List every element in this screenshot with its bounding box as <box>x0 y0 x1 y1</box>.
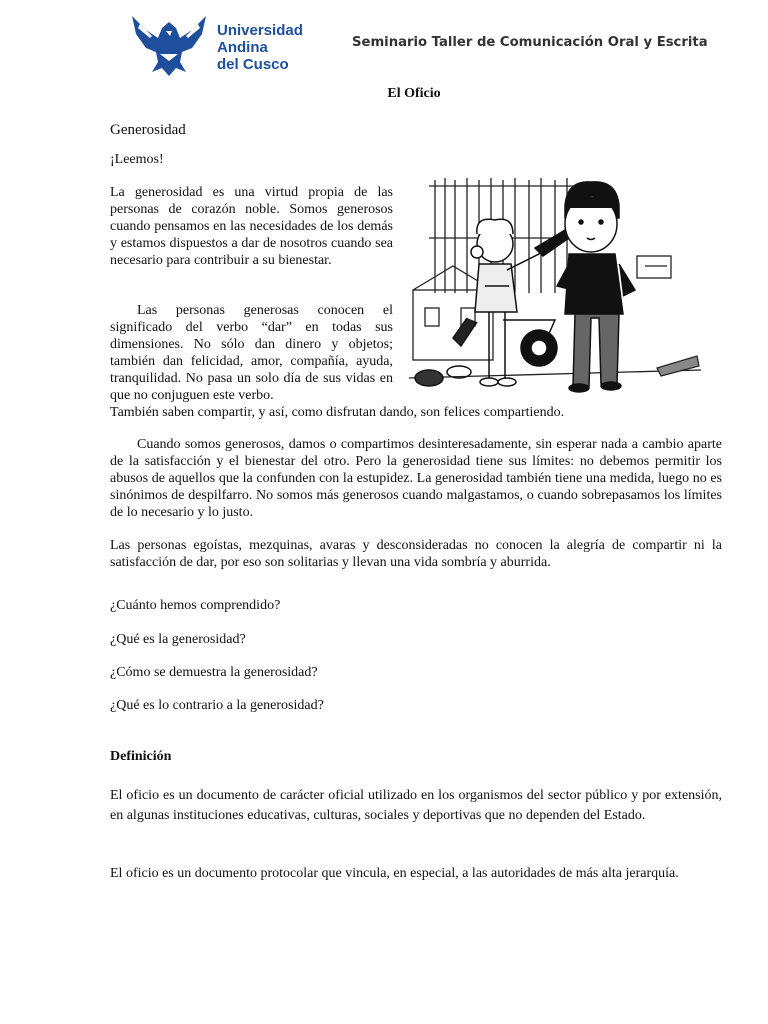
definition-paragraph-2: El oficio es un documento protocolar que vincula, en especial, a las autoridades de más alta jerarquía. <box>110 866 679 881</box>
paragraph-generosidad-2: Las personas generosas conocen el significado del verbo “dar” en todas sus dimensiones. No sólo dan dinero y objetos; también dan felicidad, amor, compañía, ayuda, tranquilidad. No pasa un solo día de sus vidas en que no conjuguen este verbo. <box>110 303 393 403</box>
university-line-1: Universidad <box>217 22 303 39</box>
paragraph-generosidad-2-tail: También saben compartir, y así, como disfrutan dando, son felices compartiendo. <box>110 405 565 420</box>
university-name <box>217 22 327 73</box>
paragraph-generosidad-3: Cuando somos generosos, damos o compartimos desinteresadamente, sin esperar nada a cambio aparte de la satisfacción y el bienestar del otro. Pero la generosidad tiene sus límites: no debemos permitir los abusos de aquellos que la confunden con la estupidez. La generosidad también tiene una medida, luego no es sinónimos de despilfarro. No somos más generosos cuando malgastamos, o cuando sobrepasamos los límites de lo necesario y lo justo. <box>110 437 722 520</box>
question-1: ¿Qué es la generosidad? <box>110 632 246 647</box>
question-3: ¿Qué es lo contrario a la generosidad? <box>110 698 324 713</box>
intro-leemos: ¡Leemos! <box>110 152 164 167</box>
eagle-logo-icon <box>130 14 208 78</box>
definition-heading: Definición <box>110 749 172 764</box>
page-header <box>0 0 768 90</box>
paragraph-generosidad-4: Las personas egoístas, mezquinas, avaras y desconsideradas no conocen la alegría de compartir ni la satisfacción de dar, por eso son solitarias y llevan una vida sombría y aburrida. <box>110 538 722 570</box>
question-heading: ¿Cuánto hemos comprendido? <box>110 598 281 613</box>
university-line-3: del Cusco <box>217 56 289 73</box>
definition-paragraph-1: El oficio es un documento de carácter oficial utilizado en los organismos del sector público y por extensión, en algunas instituciones educativas, culturas, sociales y deportivas que no dependen del Estado. <box>110 788 722 823</box>
seminar-title: Seminario Taller de Comunicación Oral y Escrita <box>352 35 708 50</box>
question-2: ¿Cómo se demuestra la generosidad? <box>110 665 318 680</box>
children-sharing-illustration <box>405 178 701 396</box>
document-title: El Oficio <box>387 86 441 101</box>
paragraph-generosidad-1: La generosidad es una virtud propia de las personas de corazón noble. Somos generosos cuando pensamos en las necesidades de los demás y estamos dispuestos a dar de nosotros cuando sea necesario para contribuir a su bienestar. <box>110 185 393 268</box>
section-heading-generosidad: Generosidad <box>110 122 186 138</box>
university-line-2: Andina <box>217 39 268 56</box>
